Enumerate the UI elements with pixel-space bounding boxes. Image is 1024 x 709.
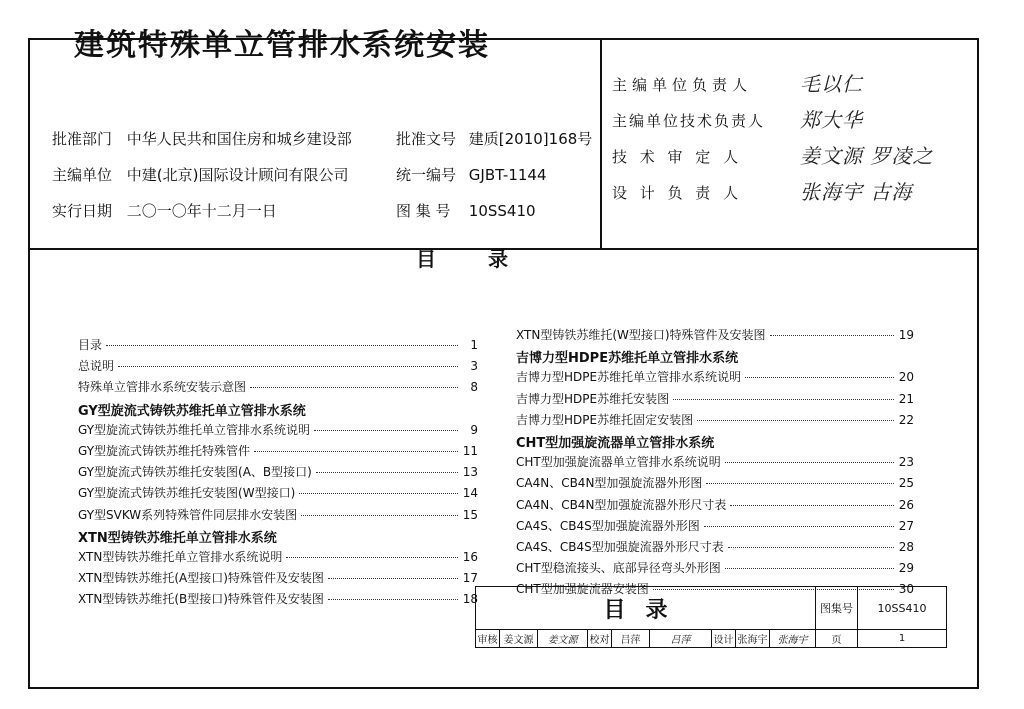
toc-entry-title: 特殊单立管排水系统安装示意图 bbox=[78, 380, 247, 395]
toc-page-number: 26 bbox=[898, 497, 914, 512]
approval-dept: 中华人民共和国住房和城乡建设部 bbox=[126, 130, 352, 148]
signature-role: 主编单位负责人 bbox=[612, 76, 753, 94]
toc-entry-title: XTN型铸铁苏维托(B型接口)特殊管件及安装图 bbox=[78, 592, 324, 607]
approval-doc: 建质[2010]168号 bbox=[468, 130, 593, 148]
toc-entry-title: CA4S、CB4S型加强旋流器外形图 bbox=[516, 518, 700, 533]
toc-entry[interactable] bbox=[78, 506, 478, 527]
toc-page-number: 20 bbox=[898, 370, 914, 385]
toc-entry-title: CHT型加强旋流器单立管排水系统 bbox=[516, 435, 715, 451]
toc-entry[interactable] bbox=[78, 357, 478, 378]
atlas-label-cell bbox=[816, 587, 858, 629]
toc-page-number: 30 bbox=[898, 582, 914, 597]
toc-page-number: 3 bbox=[470, 359, 478, 374]
toc-page-number: 25 bbox=[898, 476, 914, 491]
toc-section-heading bbox=[516, 432, 914, 453]
handwritten-signature: 郑大华 bbox=[800, 108, 863, 132]
toc-page-number: 27 bbox=[898, 518, 914, 533]
toc-entry[interactable] bbox=[516, 368, 914, 389]
approval-dept-row bbox=[52, 128, 352, 149]
toc-entry-title: GY型旋流式铸铁苏维托单立管排水系统说明 bbox=[78, 422, 311, 437]
toc-entry[interactable] bbox=[78, 569, 478, 590]
atlas-no: 10SS410 bbox=[468, 202, 536, 220]
signature-divider bbox=[600, 40, 602, 248]
toc-leader-dots bbox=[704, 526, 894, 527]
toc-entry-title: GY型旋流式铸铁苏维托特殊管件 bbox=[78, 443, 251, 458]
toc-entry-title: 吉博力型HDPE苏维托固定安装图 bbox=[516, 412, 694, 427]
approval-doc-row bbox=[396, 128, 592, 149]
signature-role: 设 计 负 责 人 bbox=[612, 184, 743, 202]
toc-entry[interactable] bbox=[78, 378, 478, 399]
design-label: 设计 bbox=[712, 629, 736, 648]
unified-no-label: 统一编号 bbox=[396, 166, 457, 184]
toc-entry[interactable] bbox=[516, 453, 914, 474]
unified-no-row bbox=[396, 164, 547, 185]
checker-name: 吕萍 bbox=[612, 629, 650, 648]
toc-entry[interactable] bbox=[516, 538, 914, 559]
title-block-atlas-label: 图集号 bbox=[820, 602, 853, 615]
review-label: 审核 bbox=[476, 629, 500, 648]
toc-section-heading bbox=[78, 527, 478, 548]
toc-leader-dots bbox=[286, 557, 458, 558]
toc-entry-title: 目录 bbox=[78, 338, 103, 352]
editor-unit: 中建(北京)国际设计顾问有限公司 bbox=[126, 166, 349, 184]
toc-entry-title: CHT型加强旋流器安装图 bbox=[516, 582, 649, 597]
toc-page-number: 11 bbox=[462, 443, 478, 458]
toc-entry-title: CA4S、CB4S型加强旋流器外形尺寸表 bbox=[516, 539, 724, 554]
toc-page-number: 19 bbox=[898, 328, 914, 342]
toc-page-number: 28 bbox=[898, 539, 914, 554]
toc-entry[interactable] bbox=[78, 442, 478, 463]
toc-entry-title: CHT型稳流接头、底部异径弯头外形图 bbox=[516, 561, 721, 576]
toc-leader-dots bbox=[728, 547, 894, 548]
toc-section-heading bbox=[78, 400, 478, 421]
toc-leader-dots bbox=[706, 483, 894, 484]
toc-left-column bbox=[78, 336, 478, 611]
toc-page-number: 18 bbox=[462, 592, 478, 607]
editor-unit-label: 主编单位 bbox=[52, 166, 113, 184]
toc-entry-title: CA4N、CB4N型加强旋流器外形尺寸表 bbox=[516, 497, 727, 512]
reviewer-name: 姜文源 bbox=[500, 629, 538, 648]
toc-page-number: 16 bbox=[462, 549, 478, 564]
toc-leader-dots bbox=[328, 599, 458, 600]
toc-entry[interactable] bbox=[516, 411, 914, 432]
toc-entry-title: XTN型铸铁苏维托(W型接口)特殊管件及安装图 bbox=[516, 328, 766, 342]
toc-page-number: 1 bbox=[470, 338, 478, 352]
toc-entry[interactable] bbox=[516, 326, 914, 347]
toc-leader-dots bbox=[673, 399, 894, 400]
toc-entry-title: GY型旋流式铸铁苏维托安装图(A、B型接口) bbox=[78, 465, 312, 480]
toc-entry[interactable] bbox=[516, 390, 914, 411]
designer-name: 张海宇 bbox=[736, 629, 770, 648]
title-block-title-cell bbox=[476, 587, 816, 629]
atlas-title: 建筑特殊单立管排水系统安装 bbox=[74, 28, 490, 63]
editor-unit-row bbox=[52, 164, 349, 185]
toc-entry[interactable] bbox=[78, 421, 478, 442]
title-block bbox=[475, 586, 947, 648]
toc-leader-dots bbox=[254, 451, 458, 452]
toc-entry-title: GY型SVKW系列特殊管件同层排水安装图 bbox=[78, 507, 298, 522]
unified-no: GJBT-1144 bbox=[468, 166, 547, 184]
toc-page-number: 22 bbox=[898, 412, 914, 427]
toc-leader-dots bbox=[316, 472, 458, 473]
page-number: 1 bbox=[898, 633, 906, 644]
toc-page-number: 21 bbox=[898, 391, 914, 406]
toc-entry-title: 吉博力型HDPE苏维托单立管排水系统 bbox=[516, 351, 739, 367]
toc-entry-title: XTN型铸铁苏维托单立管排水系统说明 bbox=[78, 549, 283, 564]
toc-leader-dots bbox=[328, 578, 458, 579]
signature-role: 主编单位技术负责人 bbox=[612, 112, 766, 130]
toc-heading-right: 录 bbox=[488, 247, 512, 271]
effective-date-row bbox=[52, 200, 277, 221]
toc-page-number: 29 bbox=[898, 561, 914, 576]
toc-entry-title: 吉博力型HDPE苏维托安装图 bbox=[516, 391, 670, 406]
toc-entry[interactable] bbox=[78, 590, 478, 611]
check-label: 校对 bbox=[588, 629, 612, 648]
toc-entry-title: GY型旋流式铸铁苏维托单立管排水系统 bbox=[78, 403, 306, 419]
toc-leader-dots bbox=[770, 335, 894, 336]
reviewer-signature: 姜文源 bbox=[538, 629, 588, 648]
toc-leader-dots bbox=[725, 568, 894, 569]
toc-leader-dots bbox=[725, 462, 894, 463]
toc-entry-title: XTN型铸铁苏维托(A型接口)特殊管件及安装图 bbox=[78, 571, 324, 586]
title-block-title: 目录 bbox=[603, 597, 688, 623]
approval-doc-label: 批准文号 bbox=[396, 130, 457, 148]
toc-leader-dots bbox=[697, 420, 894, 421]
toc-entry-title: 吉博力型HDPE苏维托单立管排水系统说明 bbox=[516, 370, 742, 385]
toc-leader-dots bbox=[314, 430, 458, 431]
effective-date-label: 实行日期 bbox=[52, 202, 113, 220]
approval-dept-label: 批准部门 bbox=[52, 130, 113, 148]
toc-page-number: 14 bbox=[462, 486, 478, 501]
atlas-no-row bbox=[396, 200, 536, 221]
toc-entry-title: CHT型加强旋流器单立管排水系统说明 bbox=[516, 455, 721, 470]
toc-entry[interactable] bbox=[78, 336, 478, 357]
atlas-no-cell bbox=[858, 587, 946, 629]
handwritten-signature: 毛以仁 bbox=[800, 72, 863, 96]
toc-page-number: 8 bbox=[470, 380, 478, 395]
toc-entry[interactable] bbox=[516, 496, 914, 517]
toc-entry[interactable] bbox=[78, 548, 478, 569]
designer-signature: 张海宇 bbox=[770, 629, 816, 648]
toc-entry[interactable] bbox=[78, 463, 478, 484]
title-block-atlas-no: 10SS410 bbox=[877, 601, 927, 615]
toc-entry[interactable] bbox=[78, 484, 478, 505]
checker-signature: 吕萍 bbox=[650, 629, 712, 648]
toc-page-number: 9 bbox=[470, 422, 478, 437]
toc-heading bbox=[416, 243, 512, 272]
signature-role: 技 术 审 定 人 bbox=[612, 148, 743, 166]
toc-entry[interactable] bbox=[516, 517, 914, 538]
handwritten-signature: 姜文源 罗凌之 bbox=[800, 144, 934, 168]
toc-entry-title: GY型旋流式铸铁苏维托安装图(W型接口) bbox=[78, 486, 296, 501]
toc-leader-dots bbox=[301, 515, 458, 516]
toc-entry-title: XTN型铸铁苏维托单立管排水系统 bbox=[78, 530, 277, 546]
toc-entry[interactable] bbox=[516, 474, 914, 495]
toc-heading-left: 目 bbox=[416, 247, 440, 271]
handwritten-signature: 张海宇 古海 bbox=[800, 180, 913, 204]
toc-page-number: 13 bbox=[462, 465, 478, 480]
toc-entry-title: 总说明 bbox=[78, 359, 115, 374]
toc-entry[interactable] bbox=[516, 559, 914, 580]
toc-leader-dots bbox=[250, 387, 458, 388]
toc-leader-dots bbox=[299, 493, 458, 494]
toc-section-heading bbox=[516, 347, 914, 368]
toc-leader-dots bbox=[745, 377, 894, 378]
toc-leader-dots bbox=[118, 366, 458, 367]
toc-page-number: 15 bbox=[462, 507, 478, 522]
effective-date: 二〇一〇年十二月一日 bbox=[126, 202, 277, 220]
atlas-no-label: 图 集 号 bbox=[396, 202, 451, 220]
toc-page-number: 23 bbox=[898, 455, 914, 470]
toc-page-number: 17 bbox=[462, 571, 478, 586]
toc-right-column bbox=[516, 326, 914, 601]
page-label: 页 bbox=[816, 629, 858, 648]
toc-leader-dots bbox=[730, 505, 894, 506]
toc-leader-dots bbox=[106, 345, 458, 346]
toc-entry-title: CA4N、CB4N型加强旋流器外形图 bbox=[516, 476, 703, 491]
